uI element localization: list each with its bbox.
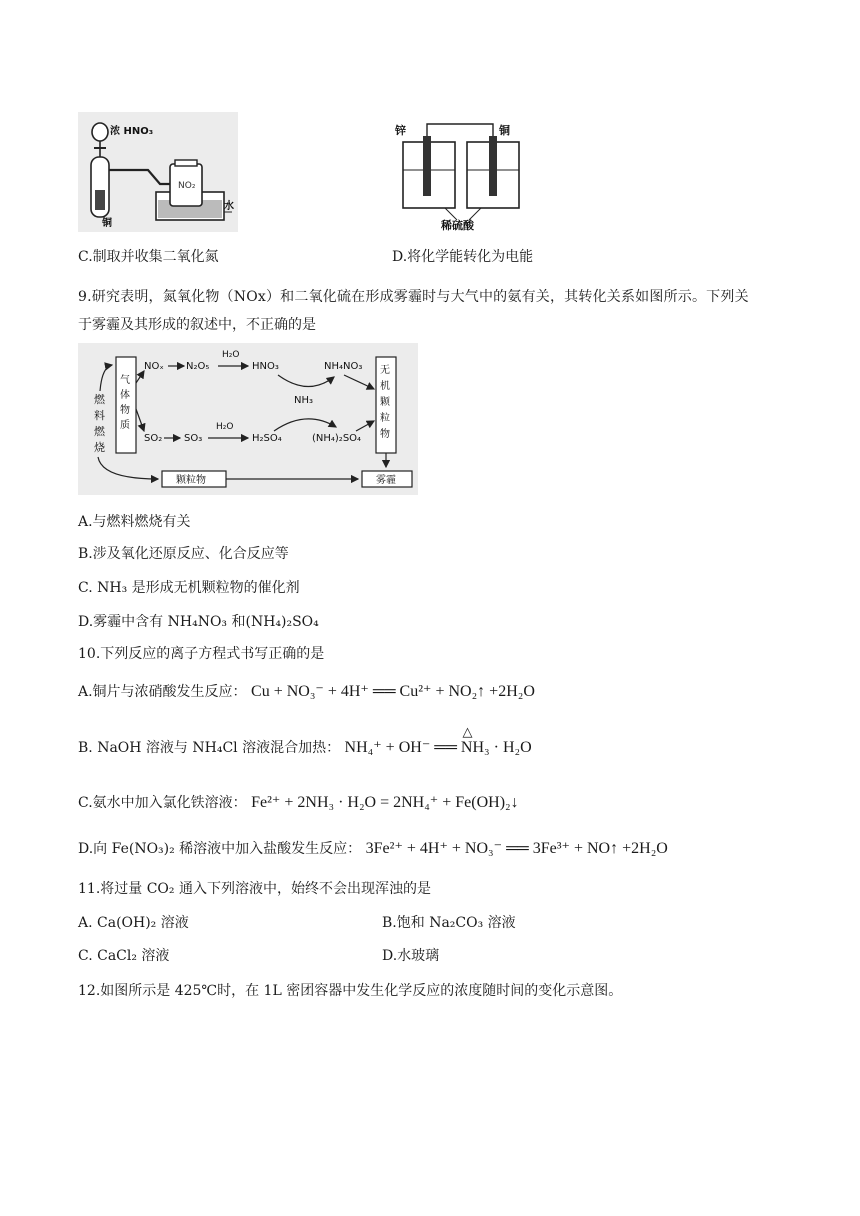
q10-option-c-equation: Fe²⁺ + 2NH₃ · H₂O = 2NH₄⁺ + Fe(OH)₂↓ <box>251 794 519 811</box>
label-n2o5: N₂O₅ <box>186 361 210 372</box>
q11-option-d: D.水玻璃 <box>382 948 440 964</box>
q11-option-c: C. CaCl₂ 溶液 <box>78 948 170 964</box>
figure-galvanic-cell <box>385 112 535 232</box>
label-nox: NOₓ <box>144 361 164 372</box>
label-fuel-c2: 料 <box>94 409 105 422</box>
svg-text:机: 机 <box>380 381 390 392</box>
q11-stem: 11.将过量 CO₂ 通入下列溶液中，始终不会出现浑浊的是 <box>78 881 431 897</box>
label-so3: SO₃ <box>184 433 203 444</box>
q9-stem-line1: 9.研究表明，氮氧化物（NOx）和二氧化硫在形成雾霾时与大气中的氨有关，其转化关系如图所示。下列关 <box>78 289 749 305</box>
q9-option-d: D.雾霾中含有 NH₄NO₃ 和(NH₄)₂SO₄ <box>78 614 319 630</box>
q10-option-a-text: A.铜片与浓硝酸发生反应： <box>78 684 247 700</box>
label-particles: 颗粒物 <box>176 475 206 486</box>
label-gas: NO₂ <box>178 181 196 191</box>
label-fuel-c3: 燃 <box>94 425 105 438</box>
label-copper: 铜 <box>102 218 112 229</box>
label-nh4no3: NH₄NO₃ <box>324 361 363 372</box>
label-nh3: NH₃ <box>294 395 314 406</box>
q10-option-b-condition: △ <box>462 724 473 739</box>
q10-option-a <box>78 681 535 701</box>
q10-option-b-text: B. NaOH 溶液与 NH₄Cl 溶液混合加热： <box>78 740 341 756</box>
q9-option-c: C. NH₃ 是形成无机颗粒物的催化剂 <box>78 580 300 596</box>
label-haze: 雾霾 <box>376 475 396 486</box>
label-conc-hno3: 浓 HNO₃ <box>110 126 154 137</box>
svg-text:物: 物 <box>120 405 130 416</box>
q11-option-a: A. Ca(OH)₂ 溶液 <box>78 915 189 931</box>
q9-option-a: A.与燃料燃烧有关 <box>78 514 191 530</box>
label-water: 水 <box>224 201 234 212</box>
label-h2o-top: H₂O <box>222 350 240 360</box>
q10-option-d-equation: 3Fe²⁺ + 4H⁺ + NO₃⁻ ══ 3Fe³⁺ + NO↑ +2H₂O <box>365 840 668 857</box>
label-dilute-h2so4: 稀硫酸 <box>441 219 474 232</box>
q10-option-c <box>78 792 519 812</box>
q12-stem: 12.如图所示是 425℃时，在 1L 密团容器中发生化学反应的浓度随时间的变化示意图。 <box>78 983 623 999</box>
svg-text:体: 体 <box>120 390 130 401</box>
q9-option-b: B.涉及氧化还原反应、化合反应等 <box>78 546 289 562</box>
q8-option-c: C.制取并收集二氧化氮 <box>78 249 219 265</box>
label-fuel-c1: 燃 <box>94 393 105 406</box>
label-copper-electrode: 铜 <box>499 124 510 137</box>
label-h2o-bottom: H₂O <box>216 422 234 432</box>
svg-text:颗: 颗 <box>380 397 390 408</box>
svg-text:粒: 粒 <box>380 413 390 424</box>
svg-text:质: 质 <box>120 420 130 431</box>
q10-stem: 10.下列反应的离子方程式书写正确的是 <box>78 646 325 662</box>
q10-option-d-text: D.向 Fe(NO₃)₂ 稀溶液中加入盐酸发生反应： <box>78 841 362 857</box>
q9-stem-line2: 于雾霾及其形成的叙述中，不正确的是 <box>78 317 316 333</box>
q11-option-b: B.饱和 Na₂CO₃ 溶液 <box>382 915 516 931</box>
label-fuel-c4: 烧 <box>94 441 105 454</box>
figure-no2-apparatus <box>78 112 238 232</box>
label-nh4-2so4: (NH₄)₂SO₄ <box>312 433 362 444</box>
label-hno3: HNO₃ <box>252 361 279 372</box>
svg-text:物: 物 <box>380 429 390 440</box>
q10-option-c-text: C.氨水中加入氯化铁溶液： <box>78 795 247 811</box>
q8-option-d: D.将化学能转化为电能 <box>392 249 534 265</box>
q10-option-d <box>78 838 668 858</box>
label-so2: SO₂ <box>144 433 163 444</box>
label-h2so4: H₂SO₄ <box>252 433 282 444</box>
svg-text:气: 气 <box>120 375 130 386</box>
q10-option-a-equation: Cu + NO₃⁻ + 4H⁺ ══ Cu²⁺ + NO₂↑ +2H₂O <box>251 683 535 700</box>
svg-text:无: 无 <box>380 365 390 376</box>
figure-haze-formation <box>78 343 418 495</box>
label-zinc: 锌 <box>395 124 406 137</box>
q10-option-b <box>78 724 532 757</box>
q10-option-b-equation: △ NH₄⁺ + OH⁻ ══ NH₃ · H₂O <box>344 724 532 756</box>
